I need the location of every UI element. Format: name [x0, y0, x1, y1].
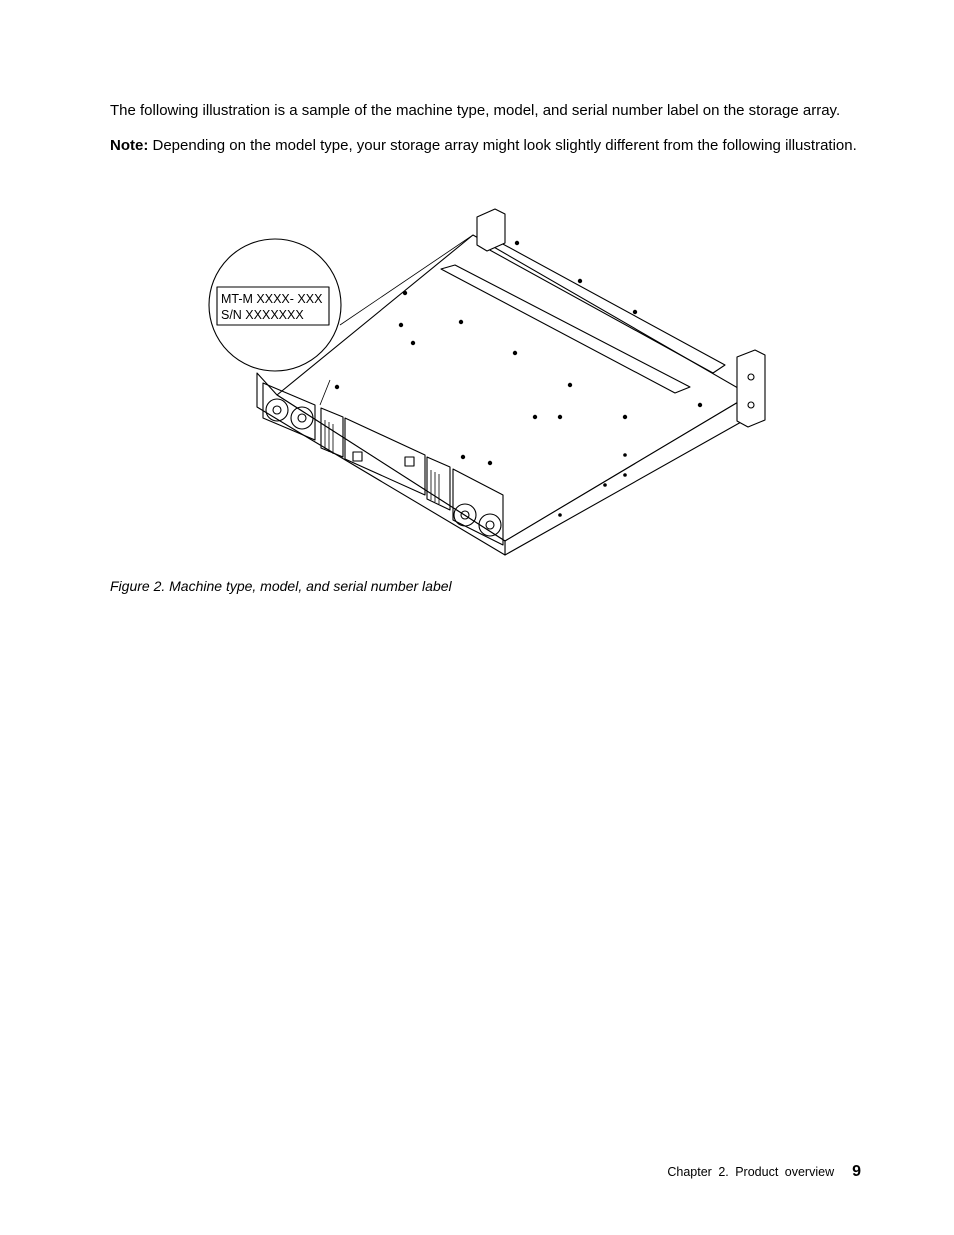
chapter-title: Chapter 2. Product overview — [667, 1165, 835, 1179]
page-footer — [667, 1163, 861, 1181]
mount-ear-right — [737, 350, 765, 427]
label-line-1: MT-M XXXX- XXX — [221, 292, 323, 306]
figure-caption: Figure 2. Machine type, model, and serial number label — [110, 578, 452, 594]
note-label: Note: — [110, 137, 149, 154]
mount-ear-top — [477, 209, 505, 251]
chassis-top — [277, 235, 750, 541]
page-number: 9 — [852, 1163, 861, 1180]
intro-paragraph — [110, 101, 870, 121]
label-line-2: S/N XXXXXXX — [221, 308, 304, 322]
intro-text: The following illustration is a sample of the machine type, model, and serial number label on the storage array. — [110, 102, 841, 119]
note-paragraph — [110, 136, 870, 156]
storage-array-illustration — [205, 205, 780, 560]
note-text: Depending on the model type, your storage array might look slightly different from the following illustration. — [152, 137, 857, 154]
